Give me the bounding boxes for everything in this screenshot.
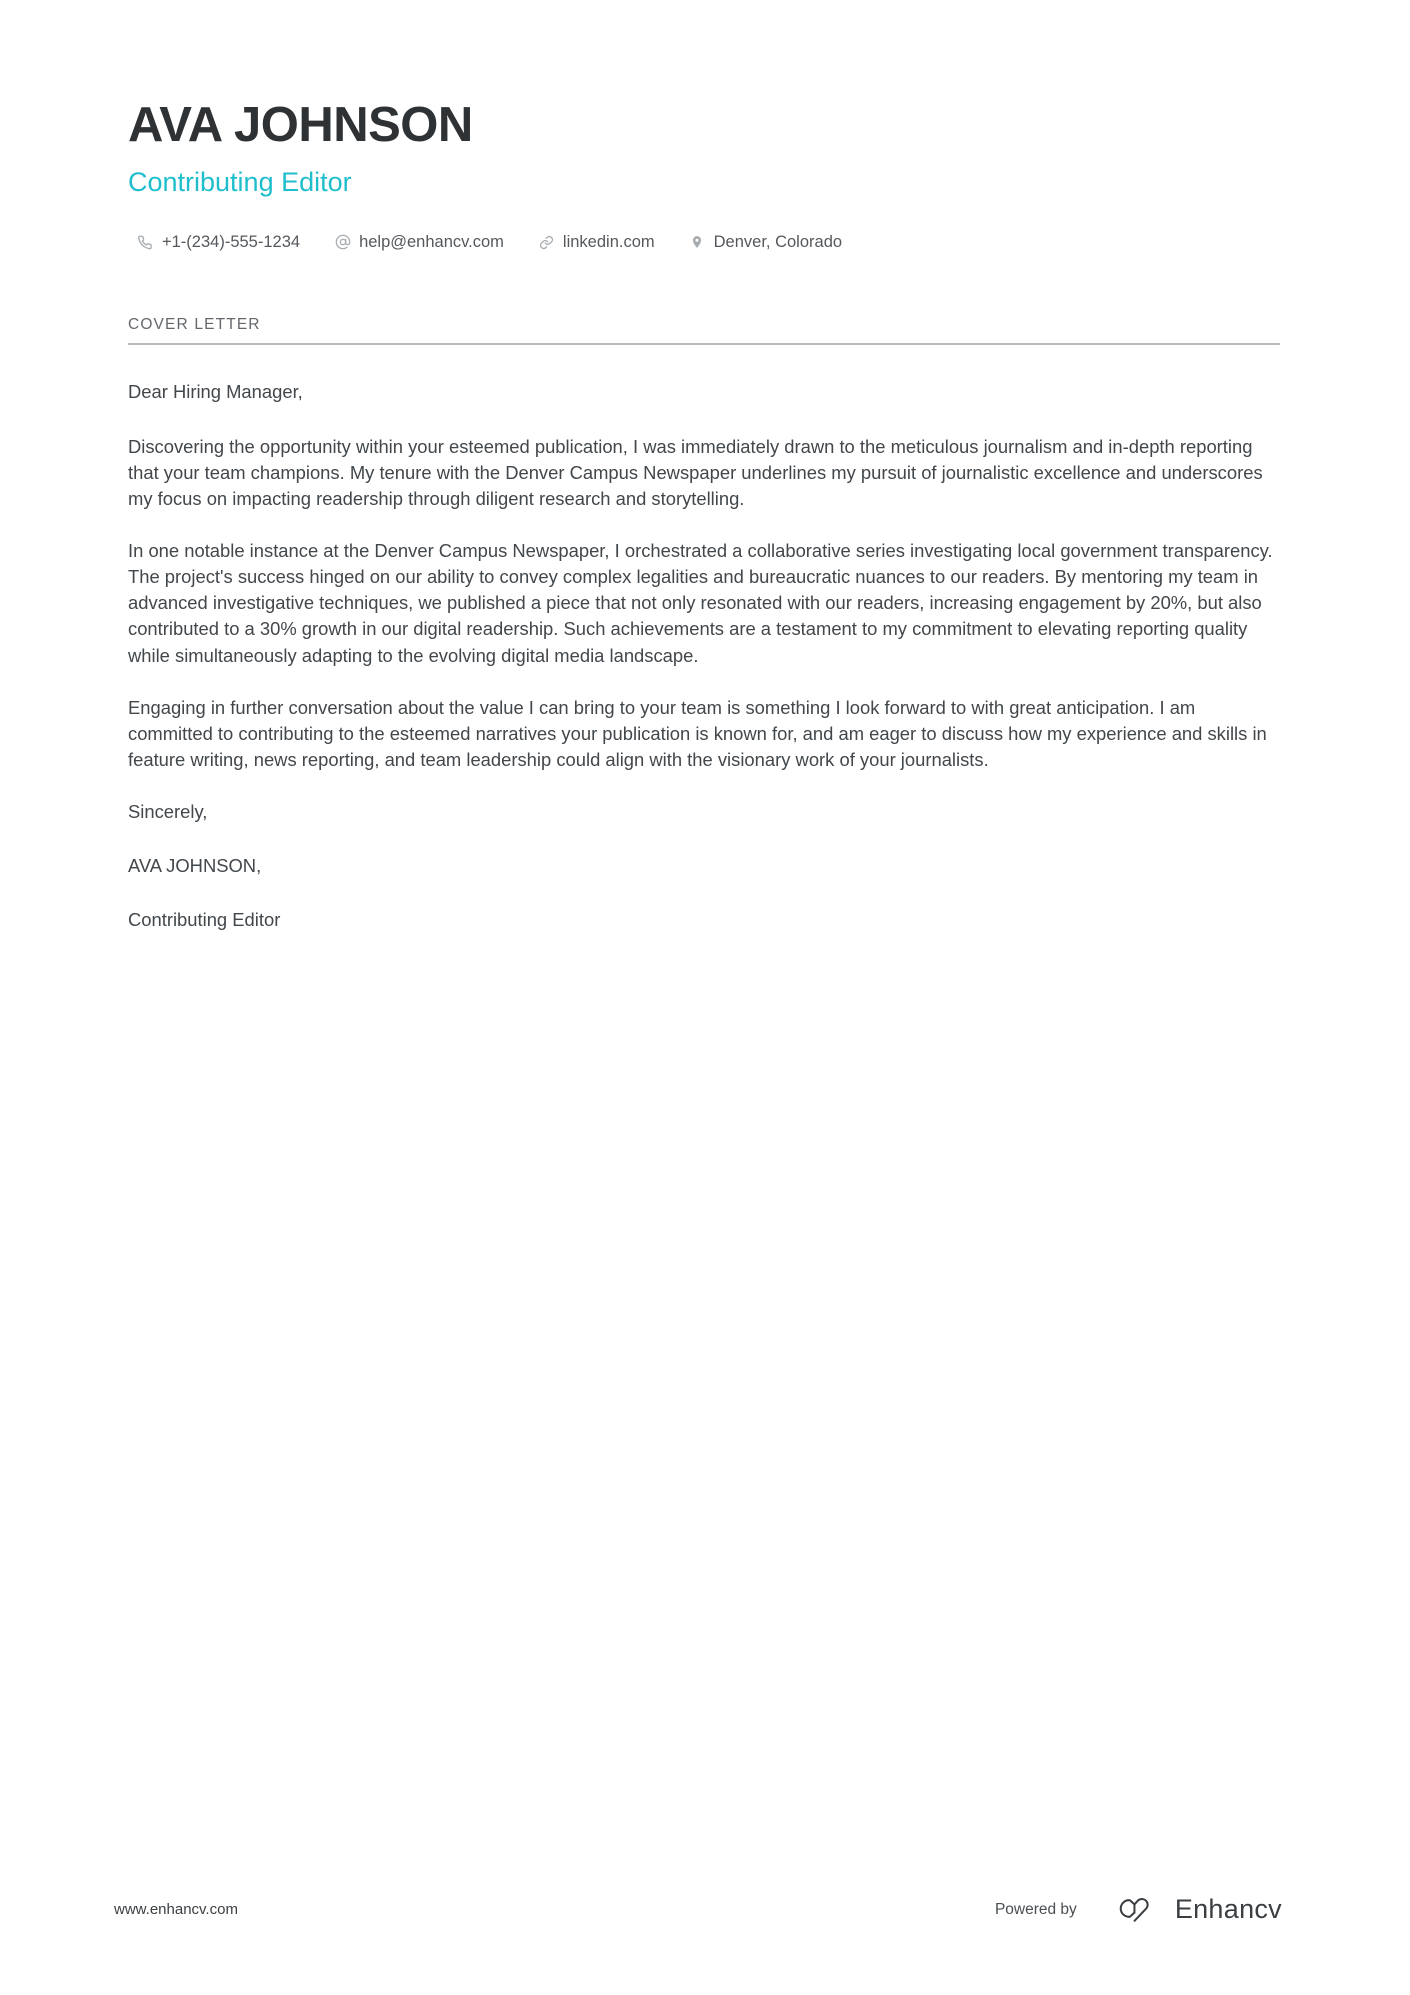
contact-location xyxy=(689,234,842,251)
section-divider xyxy=(128,343,1280,345)
enhancv-brand[interactable] xyxy=(1105,1894,1282,1925)
at-email-icon xyxy=(334,234,351,251)
letter-paragraph-1: Discovering the opportunity within your esteemed publication, I was immediately drawn to the meticulous journalism and in-depth reporting that your team champions. My tenure with the Denver Campus Newspaper underlines my pursuit of journalistic excellence and underscores my focus on impacting readership through diligent research and storytelling. xyxy=(128,435,1263,509)
contact-phone[interactable] xyxy=(137,234,300,251)
footer-website-link[interactable]: www.enhancv.com xyxy=(114,1901,238,1918)
phone-icon xyxy=(137,234,154,251)
letter-body xyxy=(128,379,1280,934)
map-pin-icon xyxy=(689,234,706,251)
cover-letter-section xyxy=(0,316,1410,934)
candidate-job-title: Contributing Editor xyxy=(128,167,352,198)
letter-signature-title: Contributing Editor xyxy=(128,909,281,931)
contact-row xyxy=(137,234,1280,251)
letter-signature-name: AVA JOHNSON, xyxy=(128,855,262,877)
section-title: COVER LETTER xyxy=(128,315,261,333)
letter-closing: Sincerely, xyxy=(128,801,208,823)
candidate-name: AVA JOHNSON xyxy=(128,98,473,152)
enhancv-logo-icon xyxy=(1105,1895,1161,1925)
contact-email[interactable] xyxy=(334,234,504,251)
letter-paragraph-2: In one notable instance at the Denver Campus Newspaper, I orchestrated a collaborative series investigating local government transparency. The project's success hinged on our ability to convey complex legalities and bureaucratic nuances to our readers. By mentoring my team in advanced investigative techniques, we published a piece that not only resonated with our readers, increasing engagement by 20%, but also contributed to a 30% growth in our digital readership. Such achievements are a testament to my commitment to elevating reporting quality while simultaneously adapting to the evolving digital media landscape. xyxy=(128,540,1273,666)
enhancv-wordmark: Enhancv xyxy=(1174,1894,1282,1924)
letter-salutation: Dear Hiring Manager, xyxy=(128,380,303,402)
link-icon xyxy=(538,234,555,251)
page-footer xyxy=(0,1894,1410,1925)
contact-email-value: help@enhancv.com xyxy=(359,232,504,251)
powered-by-label: Powered by xyxy=(994,1900,1077,1918)
letter-paragraph-3: Engaging in further conversation about the value I can bring to your team is something I look forward to with great anticipation. I am committed to contributing to the esteemed narratives your publication is known for, and am eager to discuss how my experience and skills in feature writing, news reporting, and team leadership could align with the visionary work of your journalists. xyxy=(128,696,1267,770)
contact-phone-value: +1-(234)-555-1234 xyxy=(162,232,301,251)
letter-header xyxy=(0,0,1410,251)
contact-location-value: Denver, Colorado xyxy=(713,232,843,251)
powered-by-block xyxy=(995,1894,1282,1925)
contact-linkedin[interactable] xyxy=(538,234,655,251)
contact-linkedin-value: linkedin.com xyxy=(562,232,655,251)
